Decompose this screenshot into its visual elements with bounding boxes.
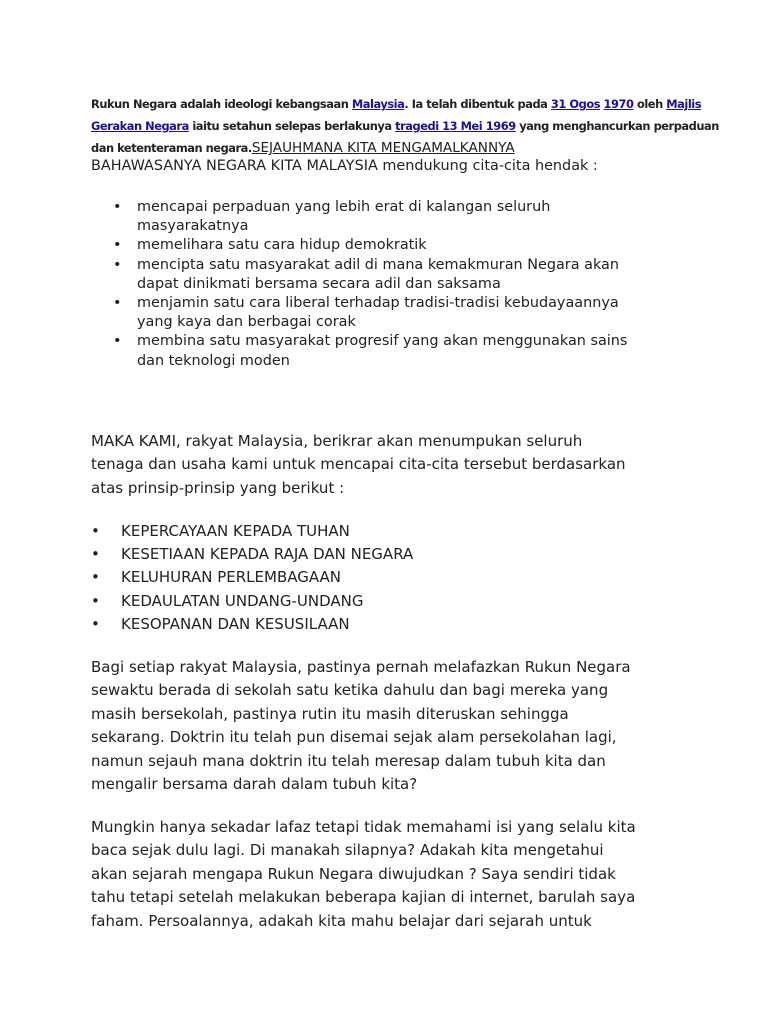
aspiration-line: dan teknologi moden (137, 352, 290, 369)
paragraph-line: sewaktu berada di sekolah satu ketika dahulu dan bagi mereka yang (91, 681, 609, 700)
aspiration-line: dapat dinikmati bersama secara adil dan saksama (137, 275, 501, 292)
intro-text: dan ketenteraman negara. (91, 141, 252, 155)
principle-item: • KESOPANAN DAN KESUSILAAN (121, 613, 413, 636)
aspiration-line: yang kaya dan berbagai corak (137, 314, 356, 331)
aspiration-item (137, 294, 627, 332)
principle-item: • KELUHURAN PERLEMBAGAAN (121, 566, 413, 589)
paragraph-line: Mungkin hanya sekadar lafaz tetapi tidak memahami isi yang selalu kita (91, 818, 636, 836)
paragraph-line: atas prinsip-prinsip yang berikut : (91, 478, 345, 497)
aspiration-item (137, 332, 627, 370)
link-tragedi-13-mei[interactable]: tragedi 13 Mei 1969 (395, 119, 516, 133)
pledge-paragraph (91, 430, 731, 500)
intro-text: . Ia telah dibentuk pada (404, 97, 551, 111)
aspiration-line: masyarakatnya (137, 218, 249, 235)
intro-text: oleh (633, 97, 667, 111)
principle-item: • KEDAULATAN UNDANG-UNDANG (121, 590, 413, 613)
intro-text: Rukun Negara adalah ideologi kebangsaan (91, 97, 352, 111)
paragraph-line: namun sejauh mana doktrin itu telah meresap dalam tubuh kita dan (91, 751, 606, 770)
aspiration-line: • memelihara satu cara hidup demokratik (137, 237, 427, 254)
aspirations-list (137, 198, 627, 371)
aspiration-item (137, 198, 627, 236)
paragraph-line: MAKA KAMI, rakyat Malaysia, berikrar akan menumpukan seluruh (91, 432, 583, 450)
intro-paragraph (91, 93, 719, 159)
paragraph-line: akan sejarah mengapa Rukun Negara diwujudkan ? Saya sendiri tidak (91, 864, 616, 883)
link-malaysia[interactable]: Malaysia (351, 97, 405, 111)
paragraph-line: mengalir bersama darah dalam tubuh kita? (91, 775, 418, 794)
paragraph-line: faham. Persoalannya, adakah kita mahu belajar dari sejarah untuk (91, 911, 592, 930)
link-1970[interactable]: 1970 (603, 97, 634, 111)
paragraph-line: masih bersekolah, pastinya rutin itu masih diteruskan sehingga (91, 704, 569, 723)
lead-sentence: BAHAWASANYA NEGARA KITA MALAYSIA mendukung cita-cita hendak : (91, 158, 598, 174)
intro-line-1 (91, 93, 702, 115)
aspiration-item (137, 256, 627, 294)
paragraph-line: baca sejak dulu lagi. Di manakah silapnya? Adakah kita mengetahui (91, 841, 604, 860)
aspiration-line: • mencipta satu masyarakat adil di mana kemakmuran Negara akan (137, 256, 619, 273)
body-paragraph-2 (91, 816, 731, 933)
link-majlis-gerakan-negara-cont[interactable]: Gerakan Negara (91, 119, 189, 133)
section-heading: SEJAUHMANA KITA MENGAMALKANNYA (251, 140, 515, 156)
intro-line-2 (91, 115, 719, 137)
principles-list (121, 520, 413, 636)
aspiration-line: • mencapai perpaduan yang lebih erat di kalangan seluruh (137, 199, 551, 215)
paragraph-line: Bagi setiap rakyat Malaysia, pastinya pernah melafazkan Rukun Negara (91, 658, 631, 676)
paragraph-line: sekarang. Doktrin itu telah pun disemai sejak alam persekolahan lagi, (91, 728, 617, 747)
intro-text: iaitu setahun selepas berlakunya (188, 119, 396, 133)
aspiration-line: • menjamin satu cara liberal terhadap tradisi-tradisi kebudayaannya (137, 295, 619, 312)
body-paragraph-1 (91, 656, 731, 796)
link-majlis-gerakan-negara[interactable]: Majlis (666, 97, 702, 111)
paragraph-line: tahu tetapi setelah melakukan beberapa kajian di internet, barulah saya (91, 888, 636, 907)
link-31-ogos[interactable]: 31 Ogos (550, 97, 601, 111)
intro-text: yang menghancurkan perpaduan (515, 119, 719, 133)
principle-item: • KESETIAAN KEPADA RAJA DAN NEGARA (121, 543, 413, 566)
aspiration-item (137, 236, 627, 255)
aspiration-line: • membina satu masyarakat progresif yang akan menggunakan sains (137, 333, 628, 350)
paragraph-line: tenaga dan usaha kami untuk mencapai cita-cita tersebut berdasarkan (91, 455, 626, 474)
principle-item: • KEPERCAYAAN KEPADA TUHAN (121, 520, 413, 543)
